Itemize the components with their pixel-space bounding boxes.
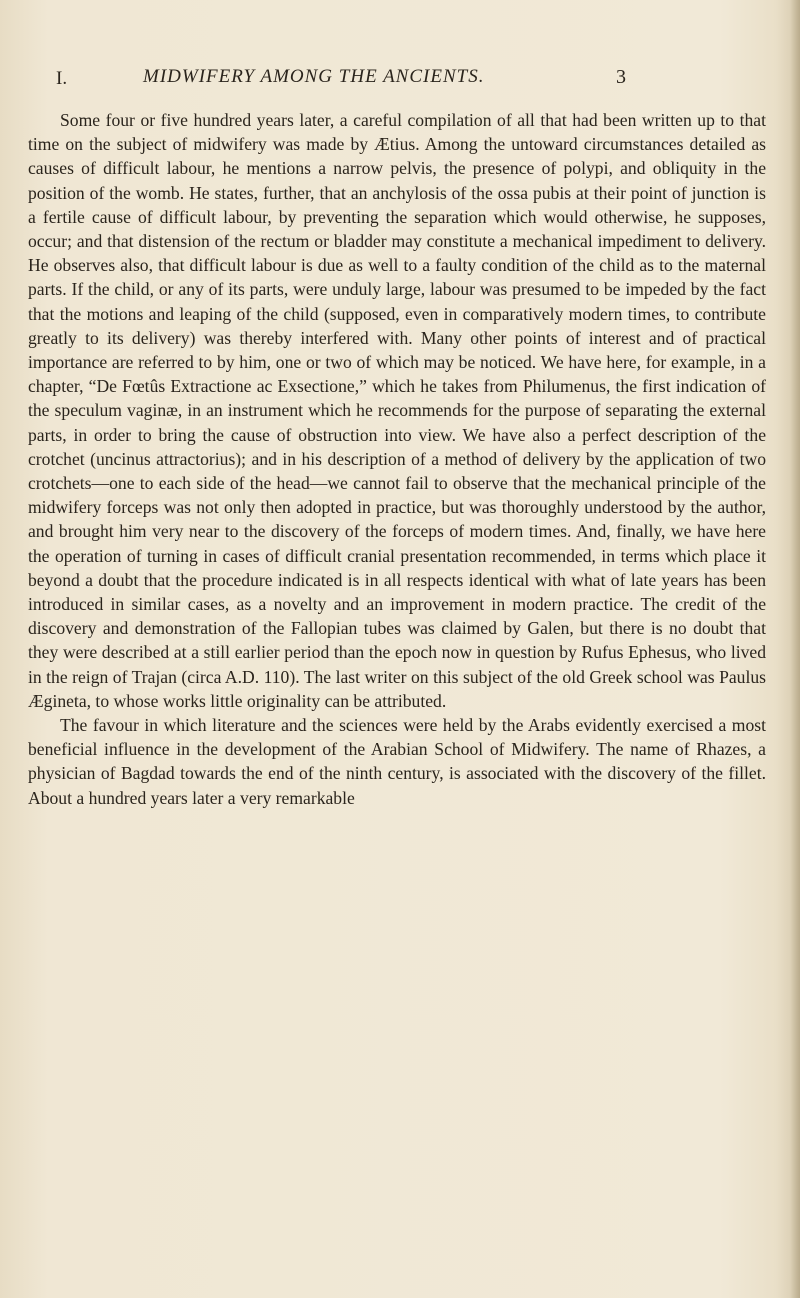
page-header bbox=[56, 66, 656, 96]
page-edge-shadow bbox=[790, 0, 800, 1298]
chapter-number: I. bbox=[56, 68, 68, 89]
page-number: 3 bbox=[616, 66, 626, 88]
body-text bbox=[28, 108, 766, 810]
paragraph: The favour in which literature and the sciences were held by the Arabs evidently exercised a most beneficial influence in the development of the Arabian School of Midwifery. The name of Rhazes, a physician of Bagdad towards the end of the ninth century, is associated with the discovery of the fillet. About a hundred years later a very remarkable bbox=[28, 715, 766, 808]
paragraph: Some four or five hundred years later, a careful compilation of all that had been written up to that time on the subject of midwifery was made by Ætius. Among the untoward circumstances detailed as causes of difficult labour, he mentions a narrow pelvis, the presence of polypi, and obliquity in the position of the womb. He states, further, that an anchylosis of the ossa pubis at their point of junction is a fertile cause of difficult labour, by preventing the separation which would otherwise, he supposes, occur; and that distension of the rectum or bladder may constitute a mechanical impediment to delivery. He observes also, that difficult labour is due as well to a faulty condition of the child as to the maternal parts. If the child, or any of its parts, were unduly large, labour was presumed to be impeded by the fact that the motions and leaping of the child (supposed, even in comparatively modern times, to contribute greatly to its delivery) was thereby interfered with. Many other points of interest and of practical importance are referred to by him, one or two of which may be noticed. We have here, for example, in a chapter, “De Fœtûs Extractione ac Exsectione,” which he takes from Philumenus, the first indication of the speculum vaginæ, in an instrument which he recommends for the purpose of separating the external parts, in order to bring the cause of obstruction into view. We have also a perfect description of the crotchet (uncinus attractorius); and in his description of a method of delivery by the application of two crotchets—one to each side of the head—we cannot fail to observe that the mechanical principle of the midwifery forceps was not only then adopted in practice, but was thoroughly understood by the author, and brought him very near to the discovery of the forceps of modern times. And, finally, we have here the operation of turning in cases of difficult cranial presentation recommended, in terms which place it beyond a doubt that the procedure indicated is in all respects identical with what of late years has been introduced in similar cases, as a novelty and an improvement in modern practice. The credit of the discovery and demonstration of the Fallopian tubes was claimed by Galen, but there is no doubt that they were described at a still earlier period than the epoch now in question by Rufus Ephesus, who lived in the reign of Trajan (circa A.D. 110). The last writer on this subject of the old Greek school was Paulus Ægineta, to whose works little originality can be attributed. bbox=[28, 110, 766, 711]
running-title: MIDWIFERY AMONG THE ANCIENTS. bbox=[143, 66, 485, 87]
